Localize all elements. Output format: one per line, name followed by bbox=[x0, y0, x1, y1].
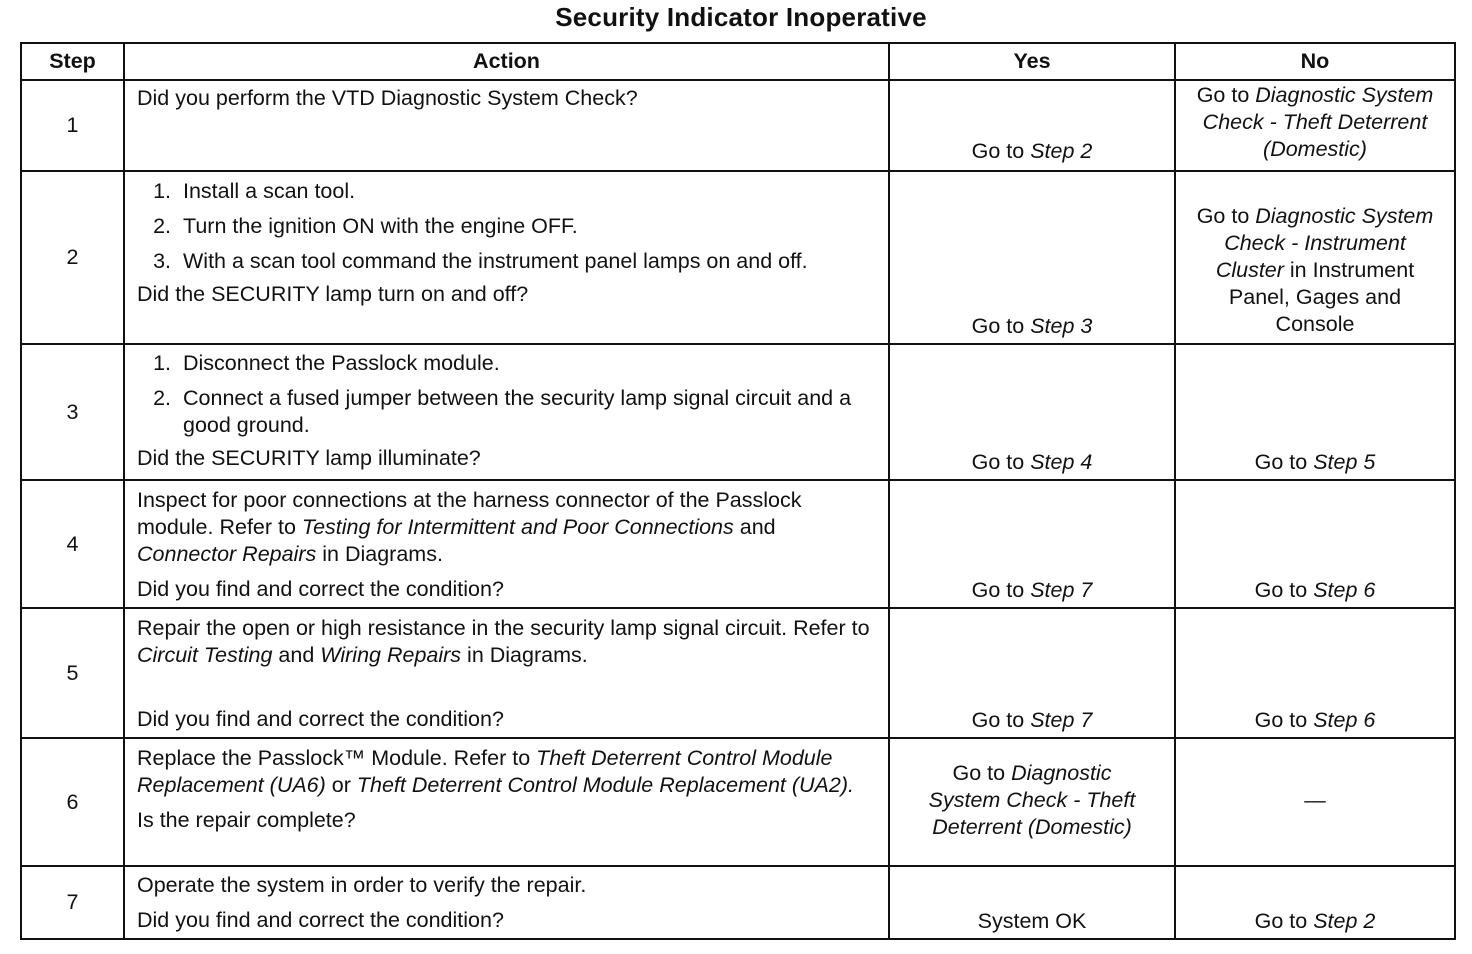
yes-reference: Diagnostic System Check - Theft Deterrent (Domestic) bbox=[928, 761, 1136, 839]
step-number: 4 bbox=[21, 480, 124, 608]
no-cell bbox=[1175, 480, 1455, 608]
yes-prefix: Go to bbox=[971, 314, 1031, 338]
yes-reference: Step 7 bbox=[1030, 578, 1093, 602]
action-question: Did you find and correct the condition? bbox=[137, 908, 504, 932]
action-description: Repair the open or high resistance in the security lamp signal circuit. Refer to Circuit Testing and Wiring Repairs in Diagrams. bbox=[137, 616, 870, 667]
action-cell bbox=[124, 866, 889, 939]
no-reference: Diagnostic System Check - Instrument Cluster bbox=[1215, 204, 1434, 282]
yes-cell bbox=[889, 480, 1175, 608]
no-reference: Step 6 bbox=[1313, 708, 1376, 732]
no-prefix: Go to bbox=[1254, 909, 1314, 933]
yes-prefix: Go to bbox=[971, 450, 1031, 474]
action-cell bbox=[124, 608, 889, 738]
yes-cell bbox=[889, 738, 1175, 866]
no-reference: Step 5 bbox=[1313, 450, 1376, 474]
header-action: Action bbox=[124, 43, 889, 80]
action-question: Is the repair complete? bbox=[137, 808, 356, 832]
no-cell bbox=[1175, 344, 1455, 480]
reference-link-text: Theft Deterrent Control Module Replacement (UA6) bbox=[137, 746, 833, 797]
no-cell bbox=[1175, 608, 1455, 738]
action-cell bbox=[124, 80, 889, 171]
header-step: Step bbox=[21, 43, 124, 80]
action-cell bbox=[124, 171, 889, 344]
action-cell bbox=[124, 480, 889, 608]
yes-cell: System OK bbox=[889, 866, 1175, 939]
no-prefix: Go to bbox=[1254, 708, 1314, 732]
header-no: No bbox=[1175, 43, 1455, 80]
action-question: Did the SECURITY lamp illuminate? bbox=[137, 446, 481, 470]
action-description: Replace the Passlock™ Module. Refer to Theft Deterrent Control Module Replacement (UA6) or Theft Deterrent Control Module Replacement (UA2). bbox=[137, 746, 854, 797]
diagnostic-table bbox=[20, 42, 1456, 940]
no-cell bbox=[1175, 866, 1455, 939]
yes-reference: Step 4 bbox=[1030, 450, 1093, 474]
reference-link-text: Circuit Testing bbox=[137, 643, 273, 667]
no-reference: Step 6 bbox=[1313, 578, 1376, 602]
no-dash: — bbox=[1304, 788, 1326, 812]
no-cell bbox=[1175, 80, 1455, 171]
no-prefix: Go to bbox=[1254, 450, 1314, 474]
no-prefix: Go to bbox=[1196, 83, 1256, 107]
yes-reference: Step 7 bbox=[1030, 708, 1093, 732]
no-cell bbox=[1175, 738, 1455, 866]
reference-link-text: Wiring Repairs bbox=[320, 643, 462, 667]
table-row bbox=[21, 866, 1455, 939]
step-number: 7 bbox=[21, 866, 124, 939]
action-question: Did you perform the VTD Diagnostic System Check? bbox=[137, 86, 638, 110]
yes-cell bbox=[889, 344, 1175, 480]
list-item: 2. Connect a fused jumper between the security lamp signal circuit and a good ground. bbox=[153, 386, 852, 437]
step-number: 6 bbox=[21, 738, 124, 866]
yes-reference: Step 3 bbox=[1030, 314, 1093, 338]
action-cell bbox=[124, 344, 889, 480]
table-row bbox=[21, 171, 1455, 344]
no-suffix: in Instrument Panel, Gages and Console bbox=[1228, 258, 1415, 336]
action-description: Operate the system in order to verify the repair. bbox=[137, 873, 587, 897]
table-row bbox=[21, 480, 1455, 608]
yes-prefix: Go to bbox=[971, 139, 1031, 163]
table-row bbox=[21, 608, 1455, 738]
no-reference: Diagnostic System Check - Theft Deterrent (Domestic) bbox=[1202, 83, 1434, 161]
table-row bbox=[21, 738, 1455, 866]
reference-link-text: Connector Repairs bbox=[137, 542, 317, 566]
yes-prefix: Go to bbox=[971, 578, 1031, 602]
step-number: 1 bbox=[21, 80, 124, 171]
step-number: 5 bbox=[21, 608, 124, 738]
yes-prefix: Go to bbox=[971, 708, 1031, 732]
action-steps-list bbox=[137, 178, 878, 275]
no-prefix: Go to bbox=[1196, 204, 1256, 228]
step-number: 3 bbox=[21, 344, 124, 480]
action-cell bbox=[124, 738, 889, 866]
yes-cell bbox=[889, 171, 1175, 344]
no-cell bbox=[1175, 171, 1455, 344]
yes-prefix: Go to bbox=[952, 761, 1012, 785]
reference-link-text: Theft Deterrent Control Module Replacement (UA2). bbox=[356, 773, 854, 797]
yes-cell bbox=[889, 608, 1175, 738]
action-description: Inspect for poor connections at the harness connector of the Passlock module. Refer to Testing for Intermittent and Poor Connections and Connector Repairs in Diagrams. bbox=[137, 488, 802, 566]
action-question: Did the SECURITY lamp turn on and off? bbox=[137, 282, 529, 306]
action-question: Did you find and correct the condition? bbox=[137, 577, 504, 601]
header-yes: Yes bbox=[889, 43, 1175, 80]
list-item: 3. With a scan tool command the instrument panel lamps on and off. bbox=[153, 249, 808, 273]
header-row bbox=[21, 43, 1455, 80]
action-question: Did you find and correct the condition? bbox=[137, 707, 504, 731]
yes-cell bbox=[889, 80, 1175, 171]
page-title: Security Indicator Inoperative bbox=[555, 2, 927, 32]
list-item: 1. Install a scan tool. bbox=[153, 179, 356, 203]
list-item: 2. Turn the ignition ON with the engine OFF. bbox=[153, 214, 578, 238]
table-row bbox=[21, 80, 1455, 171]
table-row bbox=[21, 344, 1455, 480]
yes-reference: Step 2 bbox=[1030, 139, 1093, 163]
no-prefix: Go to bbox=[1254, 578, 1314, 602]
no-reference: Step 2 bbox=[1313, 909, 1376, 933]
action-steps-list bbox=[137, 350, 878, 439]
reference-link-text: Testing for Intermittent and Poor Connections bbox=[301, 515, 734, 539]
step-number: 2 bbox=[21, 171, 124, 344]
list-item: 1. Disconnect the Passlock module. bbox=[153, 351, 500, 375]
